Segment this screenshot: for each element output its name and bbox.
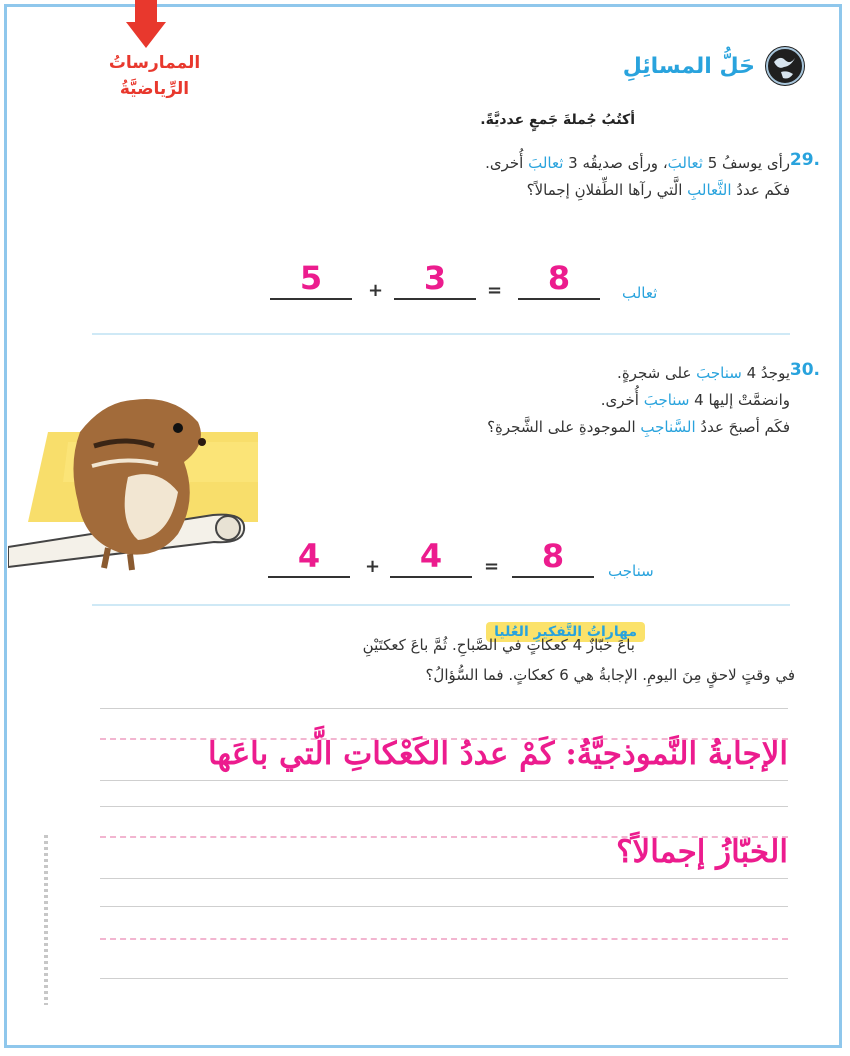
section-title: حَلُّ المسائِلِ xyxy=(622,53,755,79)
question-30-line-2: وانضمَّتْ إليها 4 سناجبَ أُخرى. xyxy=(600,391,790,409)
writing-line xyxy=(100,906,788,908)
answer-addend-2: 4 xyxy=(390,536,472,578)
equals-sign: = xyxy=(484,556,500,577)
model-answer-line-1: الإجابةُ النَّموذجيَّةُ: كَمْ عددُ الكَعْكاتِ الَّتي باعَها xyxy=(207,736,788,772)
plus-sign: + xyxy=(368,280,384,301)
question-29-text xyxy=(485,150,790,204)
question-number-30: 30. xyxy=(789,360,820,380)
question-29-line-1: رأى يوسفُ 5 ثعالبَ، ورأى صديقُه 3 ثعالبَ أُخرى. xyxy=(485,154,790,172)
writing-guide-line xyxy=(100,938,788,941)
unit-label-squirrels: سناجب xyxy=(608,562,654,580)
hot-skills-badge: مهاراتُ التَّفكيرِ العُليا xyxy=(486,622,645,642)
writing-line xyxy=(100,978,788,980)
writing-line xyxy=(100,806,788,808)
model-answer-line-2: الخبّازُ إجمالاً؟ xyxy=(616,834,788,870)
writing-line xyxy=(100,878,788,880)
question-29-line-2: فكَم عددُ الثَّعالبِ الَّتي رآها الطِّفلانِ إجمالاً؟ xyxy=(526,181,790,199)
hot-question-text xyxy=(235,630,795,690)
chipmunk-illustration xyxy=(8,372,258,572)
instruction-text: أكتُبُ جُملةَ جَمعٍ عدديَّةً. xyxy=(480,112,635,128)
writing-line xyxy=(100,708,788,710)
writing-line xyxy=(100,780,788,782)
globe-icon xyxy=(765,46,805,86)
section-divider xyxy=(92,333,790,335)
equals-sign: = xyxy=(487,280,503,301)
annotation-line-1: الممارساتُ xyxy=(108,53,201,73)
answer-sum: 8 xyxy=(518,258,600,300)
answer-addend-2: 3 xyxy=(394,258,476,300)
unit-label-foxes: ثعالب xyxy=(622,284,658,302)
hot-question-line-2: في وقتٍ لاحقٍ مِنَ اليومِ. الإجابةُ هي 6 كعكاتٍ. فما السُّؤالُ؟ xyxy=(425,666,795,684)
answer-addend-1: 4 xyxy=(268,536,350,578)
question-number-29: 29. xyxy=(789,150,820,170)
answer-sum: 8 xyxy=(512,536,594,578)
copyright-strip xyxy=(44,835,48,1005)
annotation-line-2: الرِّياضيَّةُ xyxy=(119,79,190,99)
hot-question-line-1: باعَ خبّازٌ 4 كعكاتٍ في الصَّباحِ. ثُمَّ باعَ كعكتَيْنِ xyxy=(362,636,635,654)
section-header xyxy=(623,46,805,86)
math-practices-annotation xyxy=(92,50,217,102)
answer-addend-1: 5 xyxy=(270,258,352,300)
down-arrow-icon xyxy=(124,0,168,50)
question-30-text xyxy=(487,360,790,441)
plus-sign: + xyxy=(365,556,381,577)
question-30-line-1: يوجدُ 4 سناجبَ على شجرةٍ. xyxy=(617,364,790,382)
section-divider xyxy=(92,604,790,606)
question-30-line-3: فكَم أصبحَ عددُ السَّناجبِ الموجودةِ على الشَّجرةِ؟ xyxy=(487,418,790,436)
